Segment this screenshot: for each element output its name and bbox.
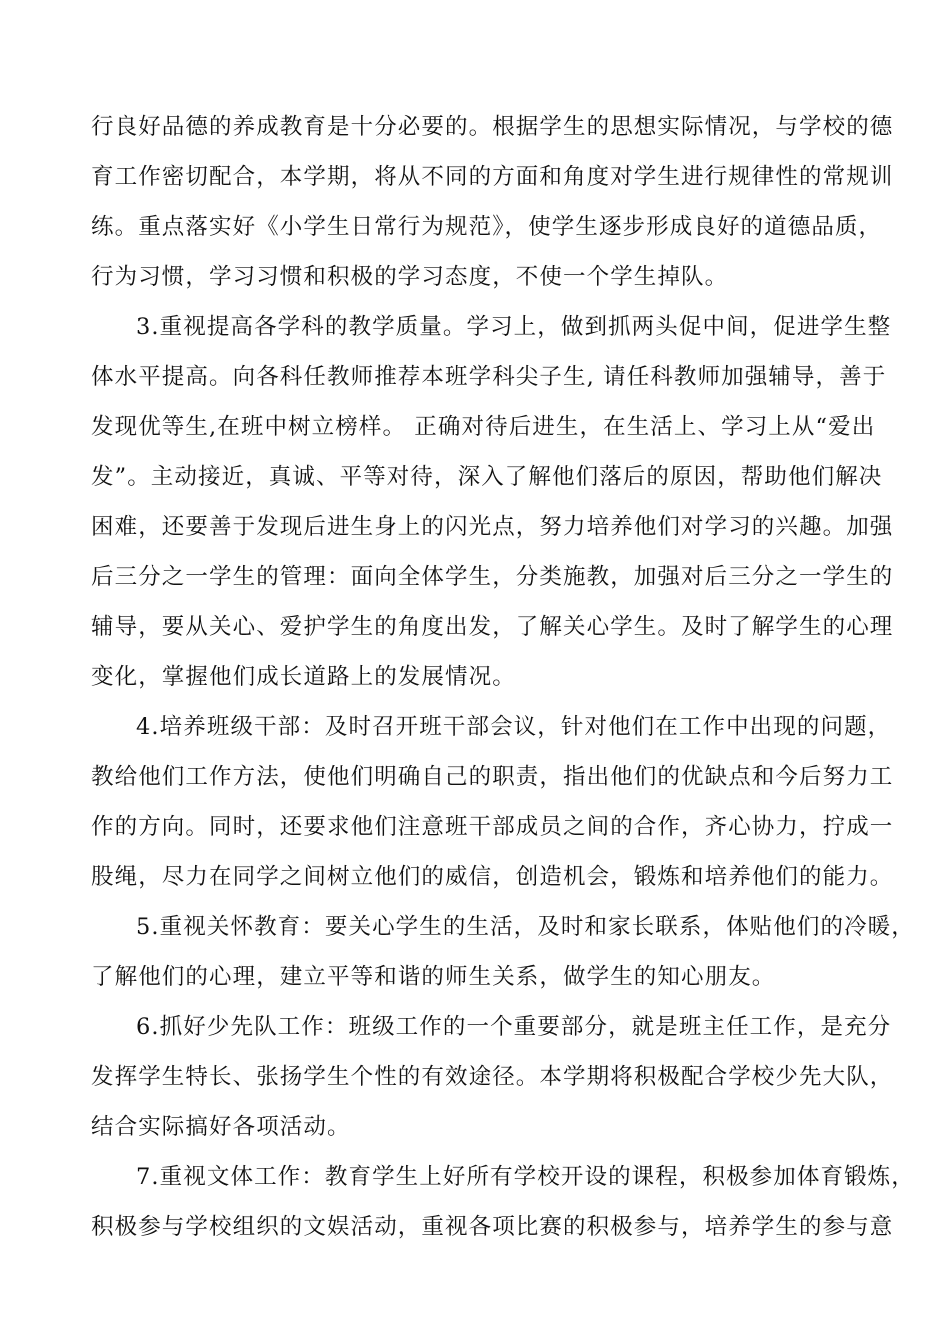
text-line: 变化，掌握他们成长道路上的发展情况。 xyxy=(91,664,516,690)
paragraph-item-6: 6.抓好少先队工作：班级工作的一个重要部分，就是班主任工作，是充分 xyxy=(136,1014,892,1040)
text-line: 行良好品德的养成教育是十分必要的。根据学生的思想实际情况，与学校的德 xyxy=(91,114,894,140)
text-line: 发现优等生,在班中树立榜样。 正确对待后进生，在生活上、学习上从“爱出 xyxy=(91,414,876,440)
text-line: 困难，还要善于发现后进生身上的闪光点，努力培养他们对学习的兴趣。加强 xyxy=(91,514,894,540)
text-line: 积极参与学校组织的文娱活动，重视各项比赛的积极参与，培养学生的参与意 xyxy=(91,1214,894,1240)
text-line: 体水平提高。向各科任教师推荐本班学科尖子生, 请任科教师加强辅导，善于 xyxy=(91,364,887,390)
text-line: 发挥学生特长、张扬学生个性的有效途径。本学期将积极配合学校少先大队， xyxy=(91,1064,894,1090)
text-line: 辅导，要从关心、爱护学生的角度出发，了解关心学生。及时了解学生的心理 xyxy=(91,614,894,640)
text-line: 发”。主动接近，真诚、平等对待，深入了解他们落后的原因，帮助他们解决 xyxy=(91,464,883,490)
text-line: 股绳，尽力在同学之间树立他们的威信，创造机会，锻炼和培养他们的能力。 xyxy=(91,864,894,890)
paragraph-item-4: 4.培养班级干部：及时召开班干部会议，针对他们在工作中出现的问题， xyxy=(136,714,892,740)
text-line: 育工作密切配合，本学期，将从不同的方面和角度对学生进行规律性的常规训 xyxy=(91,164,894,190)
text-line: 行为习惯，学习习惯和积极的学习态度，不使一个学生掉队。 xyxy=(91,264,729,290)
paragraph-item-5: 5.重视关怀教育：要关心学生的生活，及时和家长联系，体贴他们的冷暖， xyxy=(136,914,915,940)
text-line: 教给他们工作方法，使他们明确自己的职责，指出他们的优缺点和今后努力工 xyxy=(91,764,894,790)
text-line: 练。重点落实好《小学生日常行为规范》，使学生逐步形成良好的道德品质， xyxy=(91,214,883,240)
paragraph-item-7: 7.重视文体工作：教育学生上好所有学校开设的课程，积极参加体育锻炼， xyxy=(136,1164,915,1190)
text-line: 后三分之一学生的管理：面向全体学生，分类施教，加强对后三分之一学生的 xyxy=(91,564,894,590)
text-line: 结合实际搞好各项活动。 xyxy=(91,1114,351,1140)
text-line: 作的方向。同时，还要求他们注意班干部成员之间的合作，齐心协力，拧成一 xyxy=(91,814,894,840)
text-line: 了解他们的心理，建立平等和谐的师生关系，做学生的知心朋友。 xyxy=(91,964,776,990)
paragraph-item-3: 3.重视提高各学科的教学质量。学习上，做到抓两头促中间，促进学生整 xyxy=(136,314,892,340)
